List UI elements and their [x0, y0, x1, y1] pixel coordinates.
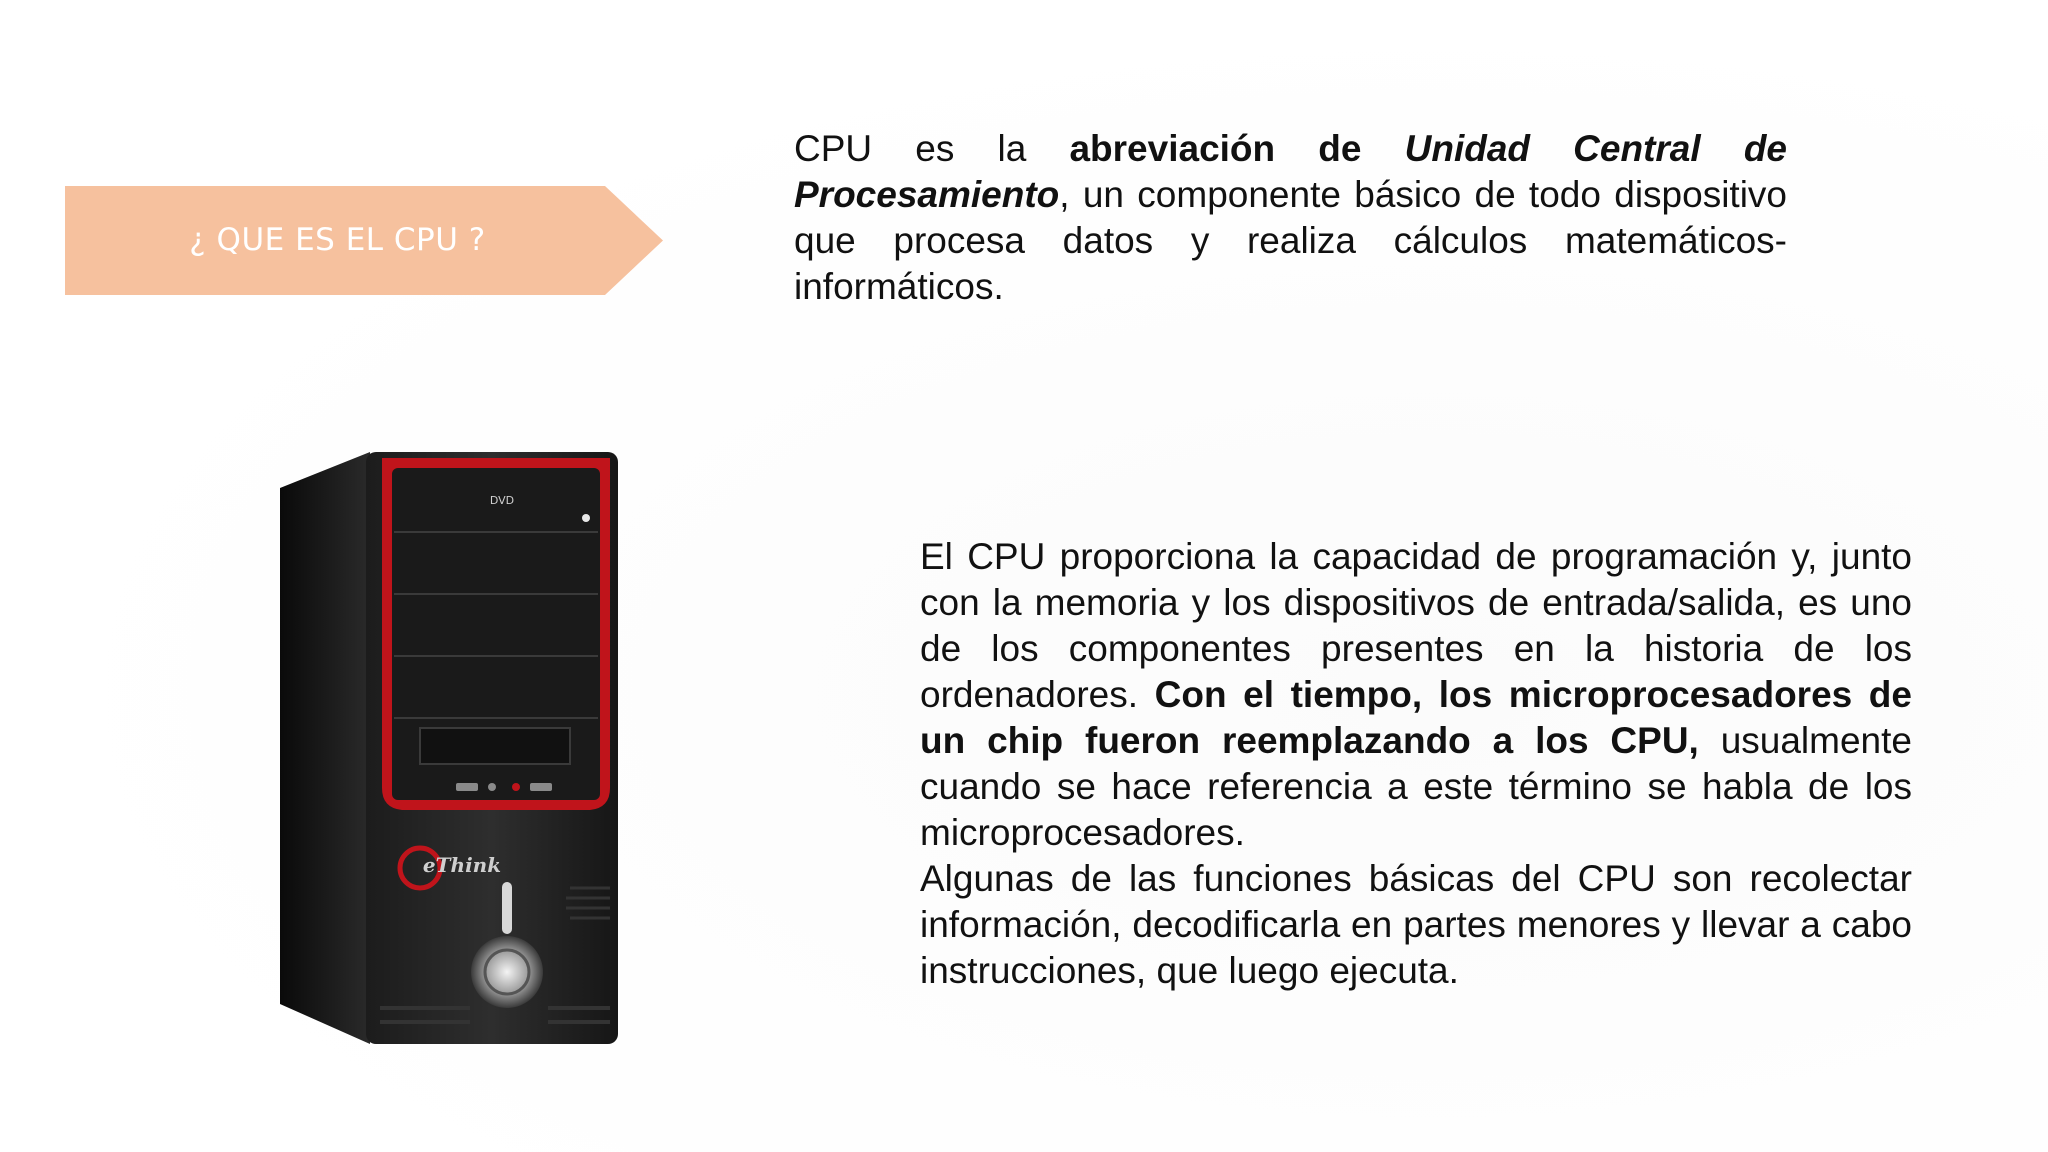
functions-paragraph: Algunas de las funciones básicas del CPU son recolectar información, decodificarla en partes menores y llevar a cabo instrucciones, que luego ejecuta.	[920, 858, 1912, 991]
power-led	[582, 514, 590, 522]
history-paragraph	[920, 534, 1912, 856]
description-block	[920, 534, 1912, 994]
power-button-icon	[471, 936, 543, 1008]
title-banner	[65, 186, 663, 295]
cpu-tower-illustration	[270, 448, 630, 1048]
history-bold-text: Con el tiempo, los microprocesadores de un chip fueron reemplazando a los CPU,	[920, 674, 1912, 761]
mic-jack-icon	[512, 783, 520, 791]
definition-bold-text: abreviación de	[1069, 128, 1405, 169]
usb-port-icon	[456, 783, 478, 791]
definition-text-1: CPU es la	[794, 128, 1070, 169]
reset-lever-icon	[502, 882, 512, 934]
usb-port-icon	[530, 783, 552, 791]
audio-jack-icon	[488, 783, 496, 791]
definition-term: Unidad Central de Procesamiento	[794, 128, 1787, 215]
definition-paragraph	[794, 126, 1787, 310]
history-text-2: usualmente cuando se hace referencia a este término se habla de los microprocesadores.	[920, 720, 1912, 853]
title-label: ¿ QUE ES EL CPU ?	[189, 222, 486, 258]
dvd-label: DVD	[489, 494, 515, 507]
definition-text-2: , un componente básico de todo dispositivo que procesa datos y realiza cálculos matemáticos-informáticos.	[794, 174, 1787, 307]
cpu-tower-image	[270, 448, 630, 1048]
history-text-1: El CPU proporciona la capacidad de programación y, junto con la memoria y los dispositivos de entrada/salida, es uno de los componentes presentes en la historia de los ordenadores.	[920, 536, 1912, 715]
brand-logo-text: eThink	[422, 853, 502, 877]
